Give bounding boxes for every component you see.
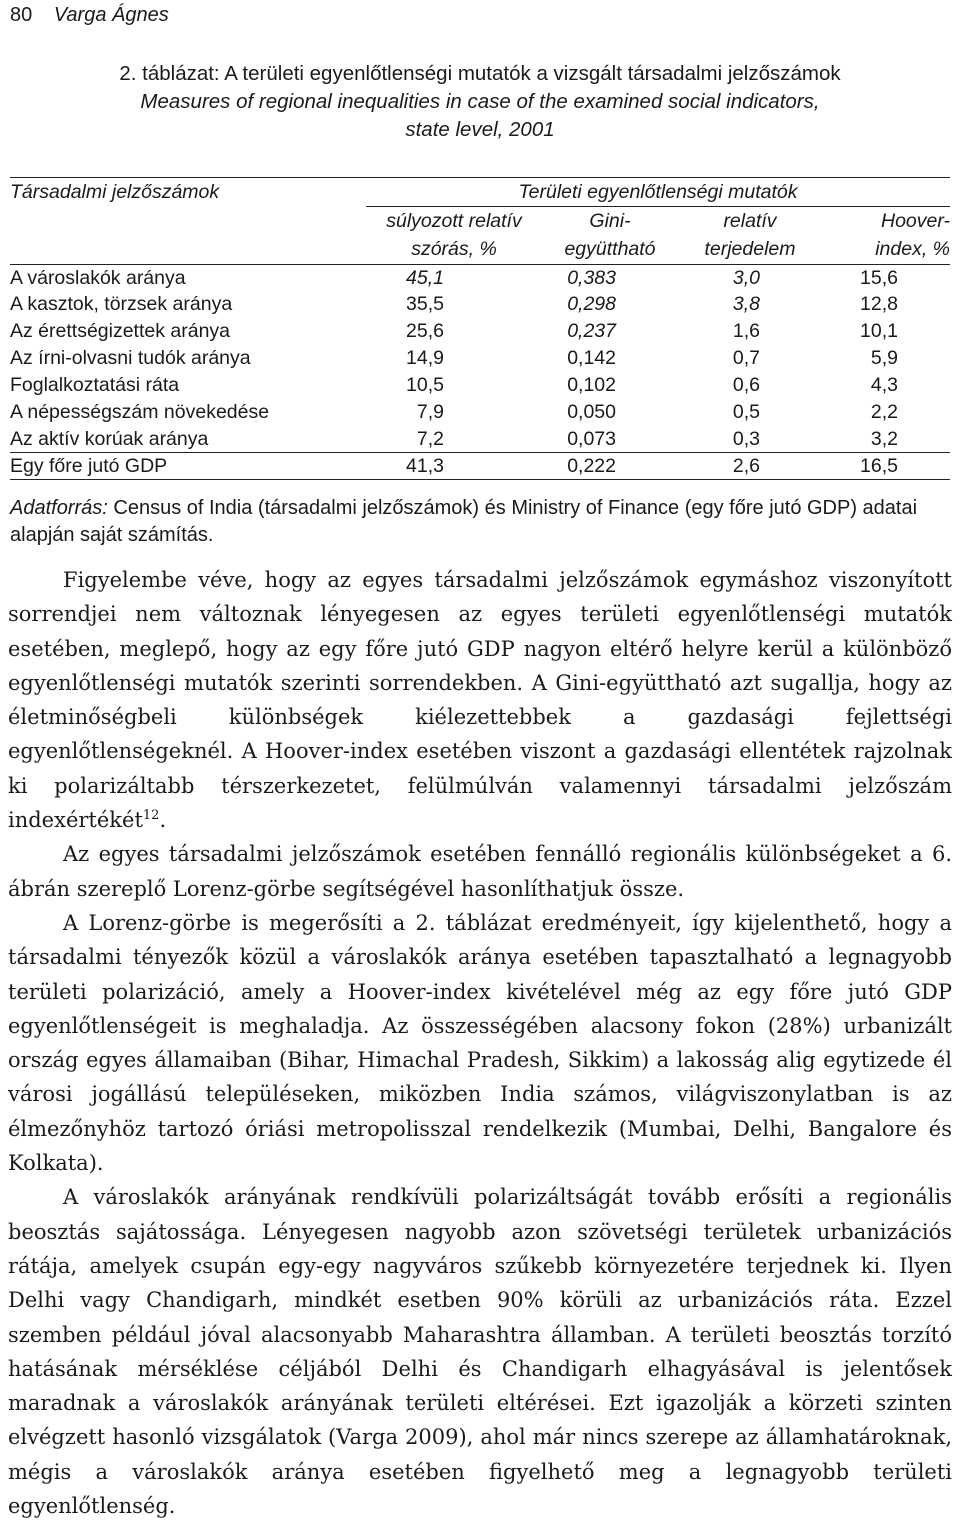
- cell-value: 1,6: [732, 320, 760, 343]
- table-row: [10, 426, 950, 453]
- cell-value: 0,073: [567, 427, 616, 450]
- table-row: [10, 453, 950, 480]
- cell-value: 3,0: [732, 266, 760, 289]
- cell-value: 4,3: [870, 374, 898, 396]
- col-header-4-line1: Hoover-: [880, 210, 950, 233]
- cell-value: 14,9: [406, 347, 444, 370]
- cell-value: 2,2: [870, 400, 898, 423]
- cell-value: 0,237: [567, 320, 616, 343]
- caption-english-line1: Measures of regional inequalities in case of the examined social indicators,: [140, 90, 820, 113]
- row-label: A népességszám növekedése: [10, 400, 270, 423]
- cell-value: 10,5: [406, 374, 444, 396]
- page-number: 80: [10, 4, 33, 26]
- cell-value: 35,5: [406, 293, 444, 316]
- col-header-1-line1: súlyozott relatív: [386, 210, 522, 233]
- footnote-ref[interactable]: 12: [142, 808, 160, 824]
- cell-value: 10,1: [860, 320, 898, 343]
- cell-value: 0,7: [732, 347, 760, 370]
- col-header-1-line2: szórás, %: [366, 236, 542, 265]
- row-header: Társadalmi jelzőszámok: [10, 178, 366, 207]
- group-header: Területi egyenlőtlenségi mutatók: [366, 178, 950, 207]
- table-source-note: [10, 495, 950, 549]
- col-header-3-line2: terjedelem: [678, 236, 822, 265]
- cell-value: 3,2: [870, 427, 898, 450]
- paragraph-text: Figyelembe véve, hogy az egyes társadalmi jelzőszámok egymáshoz viszonyított sorrendjei nem változnak lényegesen az egyes területi egyenlőtlenségi mutatók esetében, meglepő, hogy az egy főre jutó GDP nagyon eltérő helyre kerül a különböző egyenlőtlenségi mutatók szerinti sorrendekben. A Gini-együttható azt sugallja, hogy az életminőségbeli különbségek kiélezettebbek a gazdasági fejlettségi egyenlőtlenségeknél. A Hoover-index esetében viszont a gazdasági ellentétek rajzolnak ki polarizáltabb térszerkezetet, felülmúlván valamennyi társadalmi jelzőszám indexértékét: [8, 568, 952, 833]
- col-header-2-line2: együttható: [542, 236, 678, 265]
- table-row: [10, 265, 950, 292]
- row-label: A kasztok, törzsek aránya: [10, 293, 233, 316]
- paragraph: [8, 563, 952, 837]
- cell-value: 0,383: [567, 266, 616, 289]
- table-caption: [0, 60, 960, 144]
- cell-value: 3,8: [732, 293, 760, 316]
- row-label: Foglalkoztatási ráta: [10, 374, 180, 396]
- caption-hungarian: 2. táblázat: A területi egyenlőtlenségi mutatók a vizsgált társadalmi jelzőszámok: [119, 62, 841, 85]
- cell-value: 41,3: [366, 453, 542, 480]
- cell-value: 0,102: [567, 374, 616, 396]
- cell-value: 7,2: [416, 427, 444, 450]
- table-row: [10, 345, 950, 372]
- page-header: [10, 4, 169, 27]
- cell-value: 5,9: [870, 347, 898, 370]
- row-label: Az aktív korúak aránya: [10, 427, 209, 450]
- source-label: Adatforrás:: [10, 497, 108, 519]
- paragraph: Az egyes társadalmi jelzőszámok esetében fennálló regionális különbségeket a 6. ábrán szereplő Lorenz-görbe segítségével hasonlíthatjuk össze.: [8, 842, 952, 901]
- cell-value: 0,298: [567, 293, 616, 316]
- inequality-table: [10, 177, 950, 480]
- cell-value: 12,8: [860, 293, 898, 316]
- caption-english-line2: state level, 2001: [405, 118, 555, 141]
- cell-value: 2,6: [678, 453, 822, 480]
- cell-value: 0,222: [542, 453, 678, 480]
- paragraph: A városlakók arányának rendkívüli polarizáltságát tovább erősíti a regionális beosztás sajátossága. Lényegesen nagyobb azon szövetségi területek urbanizációs rátája, amelyek csupán egy-egy nagyváros szűkebb környezetére terjednek ki. Ilyen Delhi vagy Chandigarh, mindkét esetben 90% körüli az urbanizációs ráta. Ezzel szemben például jóval alacsonyabb Maharashtra államban. A területi beosztás torzító hatásának mérséklése céljából Delhi és Chandigarh elhagyásával is jelentősek maradnak a városlakók arányának területi eltérései. Ezt igazolják a körzeti szinten elvégzett hasonló vizsgálatok (Varga 2009), ahol már nincs szerepe az államhatároknak, mégis a városlakók aránya esetében figyelhető meg a legnagyobb területi egyenlőtlenség.: [8, 1185, 952, 1519]
- cell-value: 0,3: [732, 427, 760, 450]
- table-row: [10, 372, 950, 399]
- paragraph: A Lorenz-görbe is megerősíti a 2. táblázat eredményeit, így kijelenthető, hogy a társadalmi tényezők közül a városlakók aránya esetében tapasztalható a legnagyobb területi polarizáció, amely a Hoover-index kivételével még az egy főre jutó GDP egyenlőtlenségeit is meghaladja. Az összességében alacsony fokon (28%) urbanizált ország egyes államaiban (Bihar, Himachal Pradesh, Sikkim) a lakosság alig egytizede él városi jogállású településeken, miközben India számos, világviszonylatban is az élmezőnyhöz tartozó óriási metropolisszal rendelkezik (Mumbai, Delhi, Bangalore és Kolkata).: [8, 910, 952, 1176]
- row-label: A városlakók aránya: [10, 266, 186, 289]
- cell-value: 0,142: [567, 347, 616, 370]
- cell-value: 45,1: [406, 266, 444, 289]
- table-row: [10, 291, 950, 318]
- row-label: Az írni-olvasni tudók aránya: [10, 347, 251, 370]
- paragraph-end: .: [159, 808, 167, 833]
- cell-value: 0,6: [732, 374, 760, 396]
- row-label: Az érettségizettek aránya: [10, 320, 231, 343]
- body-text: [8, 563, 952, 1523]
- cell-value: 0,5: [732, 400, 760, 423]
- cell-value: 25,6: [406, 320, 444, 343]
- table-row: [10, 318, 950, 345]
- col-header-2-line1: Gini-: [589, 210, 631, 233]
- col-header-4-line2: index, %: [822, 236, 950, 265]
- table-row: [10, 399, 950, 426]
- cell-value: 16,5: [822, 453, 950, 480]
- cell-value: 15,6: [860, 266, 898, 289]
- row-label: Egy főre jutó GDP: [10, 453, 366, 480]
- cell-value: 0,050: [567, 400, 616, 423]
- running-author: Varga Ágnes: [53, 4, 169, 26]
- cell-value: 7,9: [416, 400, 444, 423]
- col-header-3-line1: relatív: [723, 210, 777, 233]
- source-text: Census of India (társadalmi jelzőszámok) és Ministry of Finance (egy főre jutó GDP) adatai alapján saját számítás.: [10, 497, 918, 546]
